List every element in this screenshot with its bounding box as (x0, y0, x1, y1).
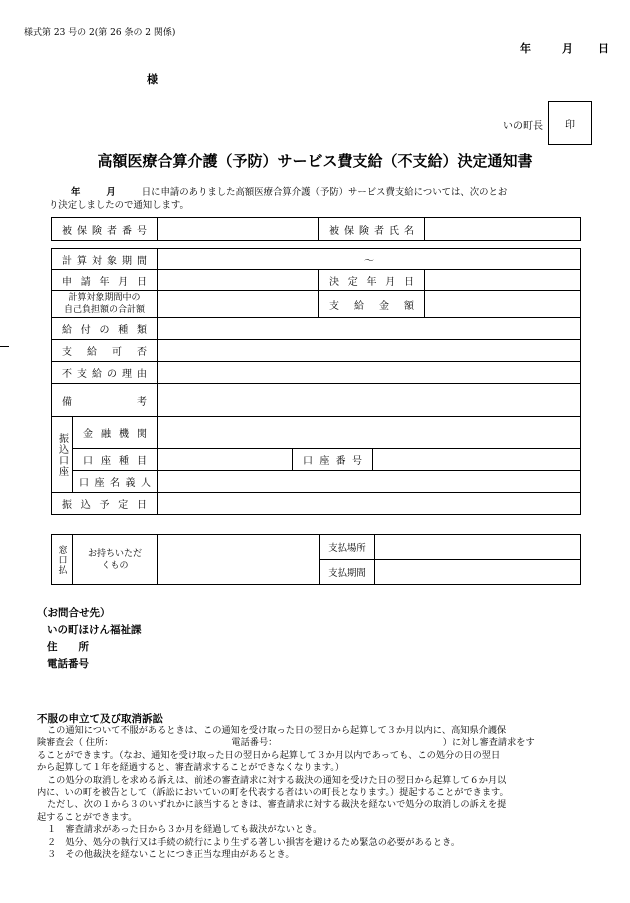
approval-value (158, 340, 581, 362)
contact-heading: （お問合せ先） (37, 607, 111, 619)
items-to-bring-label (73, 535, 158, 585)
remarks-label: 備考 (52, 384, 158, 417)
contact-department: いの町ほけん福祉課 (47, 624, 142, 636)
self-pay-value (158, 291, 319, 318)
fold-mark (0, 346, 9, 347)
remarks-value (158, 384, 581, 417)
approval-label: 支給可否 (52, 340, 158, 362)
self-pay-label-2: 自己負担額の合計額 (63, 305, 145, 315)
benefit-type-label: 給付の種類 (52, 318, 158, 340)
appeal-p1-l2 (37, 737, 617, 749)
payment-period-label: 支払期間 (320, 560, 375, 585)
reason-label: 不支給の理由 (52, 362, 158, 384)
appeal-p1-l2-c: ）に対し審査請求をす (442, 737, 535, 749)
insured-number-label: 被保険者番号 (52, 218, 158, 241)
appeal-p1-l2-b: 電話番号： (231, 737, 273, 749)
window-payment-table (51, 534, 581, 585)
decision-table (51, 248, 581, 515)
payment-amount-label: 支給金額 (319, 291, 425, 318)
bank-label: 金融機関 (73, 417, 158, 449)
transfer-date-label: 振込予定日 (52, 493, 158, 515)
account-type-value (158, 449, 293, 471)
intro-line-1 (49, 186, 507, 199)
contact-block (37, 605, 142, 673)
intro-line-2: り決定しましたので通知します。 (49, 200, 189, 211)
seal-box (548, 101, 592, 145)
decision-date-label: 決定年月日 (319, 270, 425, 291)
intro-year: 年 (71, 187, 81, 198)
reason-value (158, 362, 581, 384)
period-value: ～ (158, 249, 581, 270)
insured-table (51, 217, 581, 241)
intro-text: 日に申請のありました高額医療合算介護（予防）サービス費支給については、次のとお (141, 187, 508, 198)
appeal-heading: 不服の申立て及び取消訴訟 (37, 713, 163, 725)
account-number-label: 口座番号 (293, 449, 373, 471)
payment-amount-value (425, 291, 581, 318)
appeal-body (37, 725, 617, 861)
window-payment-label: 窓口払 (52, 535, 73, 585)
appeal-p1-l1: この通知について不服があるときは、この通知を受け取った日の翌日から起算して３か月以内に、高知県介護保 (47, 725, 507, 736)
period-label: 計算対象期間 (52, 249, 158, 270)
appeal-item-1: １ 審査請求があった日から３か月を経過しても裁決がないとき。 (47, 824, 323, 836)
account-type-label: 口座種目 (73, 449, 158, 471)
appeal-p2-l1: この処分の取消しを求める訴えは、前述の審査請求に対する裁決の通知を受けた日の翌日から起算して６か月以 (47, 774, 507, 786)
date-year: 年 (520, 42, 531, 55)
benefit-type-value (158, 318, 581, 340)
bank-value (158, 417, 581, 449)
appeal-item-3: ３ その他裁決を経ないことにつき正当な理由があるとき。 (47, 849, 295, 861)
contact-phone-label: 電話番号 (47, 658, 89, 670)
apply-date-value (158, 270, 319, 291)
appeal-p3-l1: ただし、次の１から３のいずれかに該当するときは、審査請求に対する裁決を経ないで処分の取消しの訴えを提 (47, 799, 507, 811)
payment-place-value (375, 535, 581, 560)
issuer: いの町長 (503, 121, 543, 132)
appeal-p2-l2: 内に、いの町を被告として（訴訟においていの町を代表する者はいの町長となります。）提起することができます。 (37, 787, 509, 799)
payment-period-value (375, 560, 581, 585)
insured-name-label: 被保険者氏名 (319, 218, 425, 241)
appeal-item-2: ２ 処分、処分の執行又は手続の続行により生ずる著しい損害を避けるため緊急の必要があるとき。 (47, 836, 461, 848)
transfer-date-value (158, 493, 581, 515)
date-day: 日 (598, 42, 609, 55)
page-title: 高額医療合算介護（予防）サービス費支給（不支給）決定通知書 (97, 152, 533, 170)
apply-date-label: 申請年月日 (52, 270, 158, 291)
seal-label: 印 (565, 119, 575, 131)
self-pay-label (52, 291, 158, 318)
form-number: 様式第 23 号の 2(第 26 条の 2 関係) (24, 28, 176, 38)
intro-month: 月 (106, 187, 116, 198)
self-pay-label-1: 計算対象期間中の (68, 293, 141, 303)
contact-address-label: 住 所 (47, 641, 89, 653)
items-label-1: お持ちいただ (87, 548, 142, 559)
items-label-2: くもの (101, 560, 129, 571)
appeal-p1-l4: から起算して１年を経過すると、審査請求することができなくなります。） (37, 762, 345, 774)
insured-name-value (425, 218, 581, 241)
account-holder-value (158, 471, 581, 493)
addressee-honorific: 様 (147, 73, 158, 86)
payment-place-label: 支払場所 (320, 535, 375, 560)
appeal-p1-l3: ることができます。（なお、通知を受け取った日の翌日から起算して３か月以内であっても、この処分の日の翌日 (37, 749, 501, 761)
account-holder-label: 口座名義人 (73, 471, 158, 493)
items-to-bring-value (158, 535, 320, 585)
date-month: 月 (562, 42, 573, 55)
appeal-p3-l2: 起することができます。 (37, 811, 138, 823)
transfer-account-label: 振込口座 (52, 417, 73, 493)
decision-date-value (425, 270, 581, 291)
account-number-value (373, 449, 581, 471)
appeal-p1-l2-a: 険審査会（ 住所： (37, 737, 114, 749)
insured-number-value (158, 218, 319, 241)
